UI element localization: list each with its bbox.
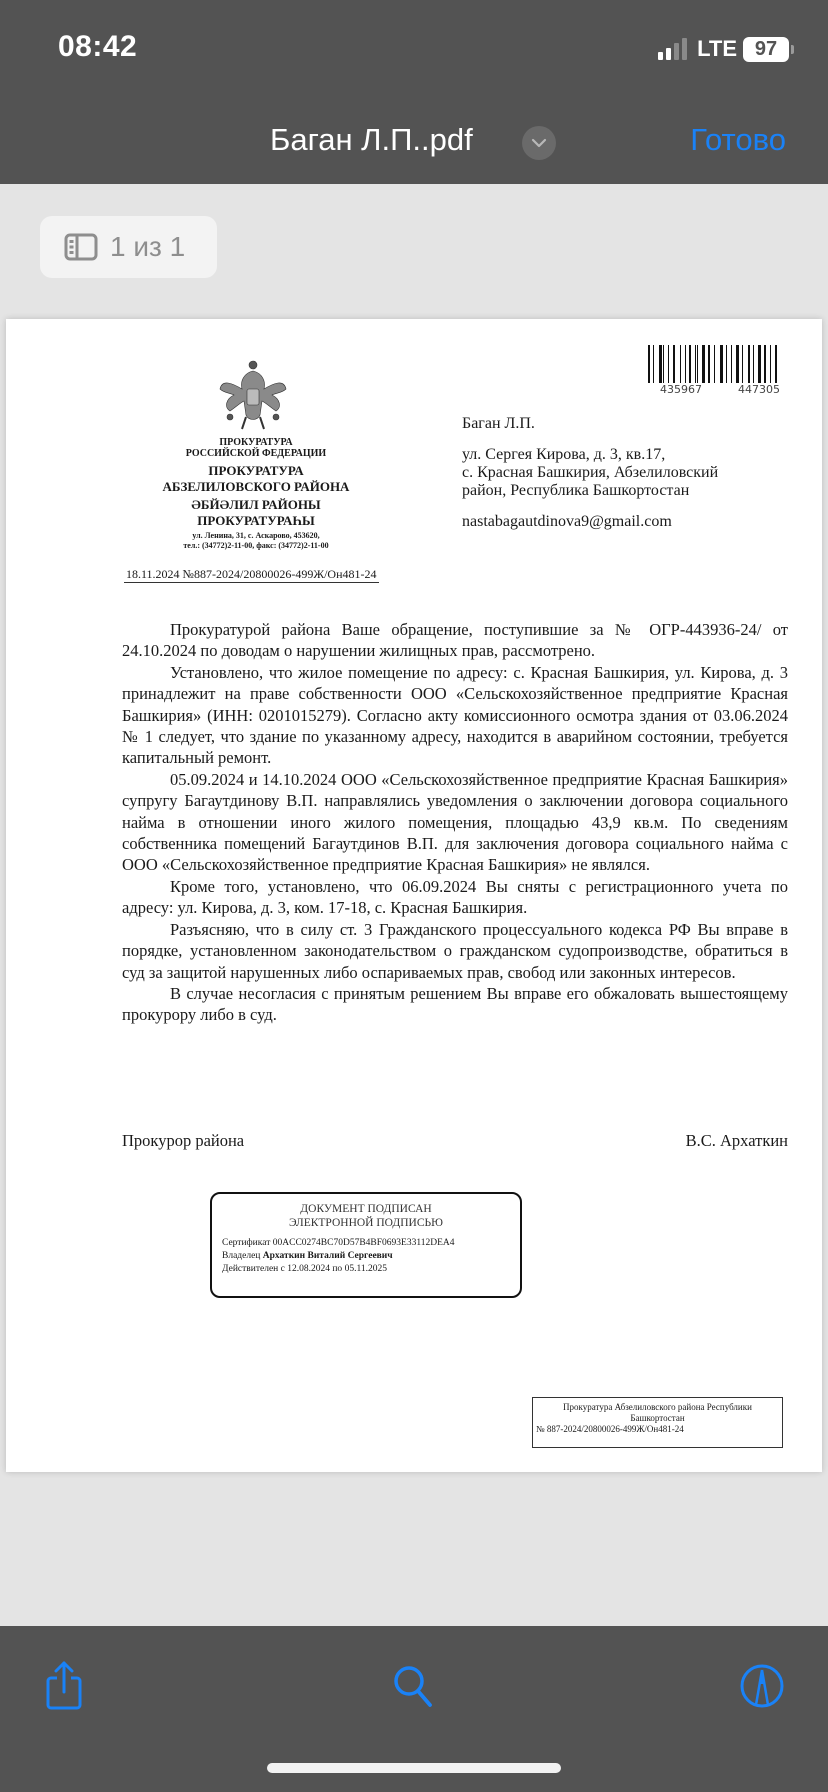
paragraph: 05.09.2024 и 14.10.2024 ООО «Сельскохозяйственное предприятие Красная Башкирия» супругу Багаутдинову В.П. направлялись уведомления о заключении договора социального найма в отношении иного жилого помещения, площадью 43,9 кв.м. По сведениям собственника помещений Багаутдинов В.П. для заключения договора социального найма с ООО «Сельскохозяйственное предприятие Красная Башкирия» не являлся. (122, 769, 788, 875)
electronic-signature-stamp (210, 1192, 522, 1298)
chevron-down-icon (531, 138, 547, 148)
paragraph: Установлено, что жилое помещение по адресу: с. Красная Башкирия, ул. Кирова, д. 3 принадлежит на праве собственности ООО «Сельскохозяйственное предприятие Красная Башкирия» (ИНН: 0201015279). Согласно акту комиссионного осмотра здания от 03.06.2024 № 1 следует, что здание по указанному адресу, находится в аварийном состоянии, требуется капитальный ремонт. (122, 662, 788, 768)
paragraph: Разъясняю, что в силу ст. 3 Гражданского процессуального кодекса РФ Вы вправе в порядке, установленном законодательством о гражданском судопроизводстве, обратиться в суд за защитой нарушенных либо оспариваемых прав, свобод или законных интересов. (122, 919, 788, 982)
barcode-digits (660, 383, 780, 396)
letterhead-line: АБЗЕЛИЛОВСКОГО РАЙОНА (162, 479, 350, 494)
signatory-position: Прокурор района (122, 1131, 245, 1150)
recipient-address: с. Красная Башкирия, Абзелиловский (462, 464, 719, 481)
letterhead-address: ул. Ленина, 31, с. Аскарово, 453620, (192, 531, 320, 540)
barcode-left-digits: 435967 (660, 383, 702, 396)
registration-org: Прокуратура Абзелиловского района Республики Башкортостан (563, 1402, 752, 1423)
recipient-block (462, 415, 718, 531)
title-row (0, 118, 828, 168)
letterhead-line: РОССИЙСКОЙ ФЕДЕРАЦИИ (185, 448, 327, 459)
signal-icon (658, 38, 687, 60)
barcode-right-digits: 447305 (738, 383, 780, 396)
page-counter-label: 1 из 1 (110, 231, 186, 262)
e-sign-title: ДОКУМЕНТ ПОДПИСАН ЭЛЕКТРОННОЙ ПОДПИСЬЮ (289, 1203, 443, 1229)
e-sign-certificate: Сертификат 00ACC0274BC70D57B4BF0693E33112DEA4 (222, 1238, 455, 1248)
search-button[interactable] (384, 1656, 444, 1716)
network-label: LTE (697, 36, 737, 61)
recipient-name: Баган Л.П. (462, 415, 535, 432)
markup-icon (738, 1662, 786, 1710)
share-icon (43, 1660, 85, 1712)
pdf-page[interactable] (6, 319, 822, 1472)
file-title[interactable]: Баган Л.П..pdf (270, 122, 473, 157)
paragraph: Кроме того, установлено, что 06.09.2024 Вы сняты с регистрационного учета по адресу: ул. Кирова, д. 3, ком. 17-18, с. Красная Башкирия. (122, 876, 788, 918)
title-menu-button[interactable] (522, 126, 556, 160)
bottom-toolbar (0, 1626, 828, 1792)
status-indicators (658, 36, 794, 62)
markup-button[interactable] (732, 1656, 792, 1716)
registration-number: № 887-2024/20800026-499Ж/Он481-24 (536, 1424, 684, 1434)
battery-level: 97 (743, 37, 789, 62)
letterhead-phone: тел.: (34772)2-11-00, факс: (34772)2-11-00 (183, 541, 329, 550)
letterhead-line: ПРОКУРАТУРА (208, 463, 304, 478)
letterhead (126, 437, 386, 551)
signatory-name: В.С. Архаткин (685, 1131, 788, 1150)
letterhead-line: ӘБЙӘЛИЛ РАЙОНЫ (191, 497, 321, 512)
letter-body (122, 619, 788, 1026)
recipient-email: nastabagautdinova9@gmail.com (462, 513, 672, 530)
status-time: 08:42 (58, 30, 138, 63)
registration-stamp (532, 1397, 783, 1448)
search-icon (391, 1663, 437, 1709)
top-bar (0, 0, 828, 184)
e-sign-validity: Действителен с 12.08.2024 по 05.11.2025 (222, 1264, 387, 1274)
page-counter-button[interactable] (40, 216, 217, 278)
recipient-address: район, Республика Башкортостан (462, 482, 690, 499)
home-indicator (267, 1763, 561, 1773)
barcode (648, 345, 788, 383)
done-button[interactable]: Готово (690, 122, 786, 157)
e-sign-owner: Владелец Архаткин Виталий Сергеевич (222, 1251, 393, 1261)
sidebar-icon (64, 233, 98, 261)
coat-of-arms-icon (216, 359, 290, 431)
letterhead-line: ПРОКУРАТУРАҺЫ (197, 513, 315, 528)
paragraph: Прокуратурой района Ваше обращение, поступившие за № ОГР-443936-24/ от 24.10.2024 по доводам о нарушении жилищных прав, рассмотрено. (122, 620, 788, 661)
battery-icon (743, 37, 794, 62)
outgoing-reference: 18.11.2024 №887-2024/20800026-499Ж/Он481-24 (126, 567, 377, 581)
letterhead-line: ПРОКУРАТУРА (219, 437, 293, 448)
paragraph: В случае несогласия с принятым решением Вы вправе его обжаловать вышестоящему прокурору либо в суд. (122, 983, 788, 1025)
recipient-address: ул. Сергея Кирова, д. 3, кв.17, (462, 446, 666, 463)
share-button[interactable] (34, 1656, 94, 1716)
